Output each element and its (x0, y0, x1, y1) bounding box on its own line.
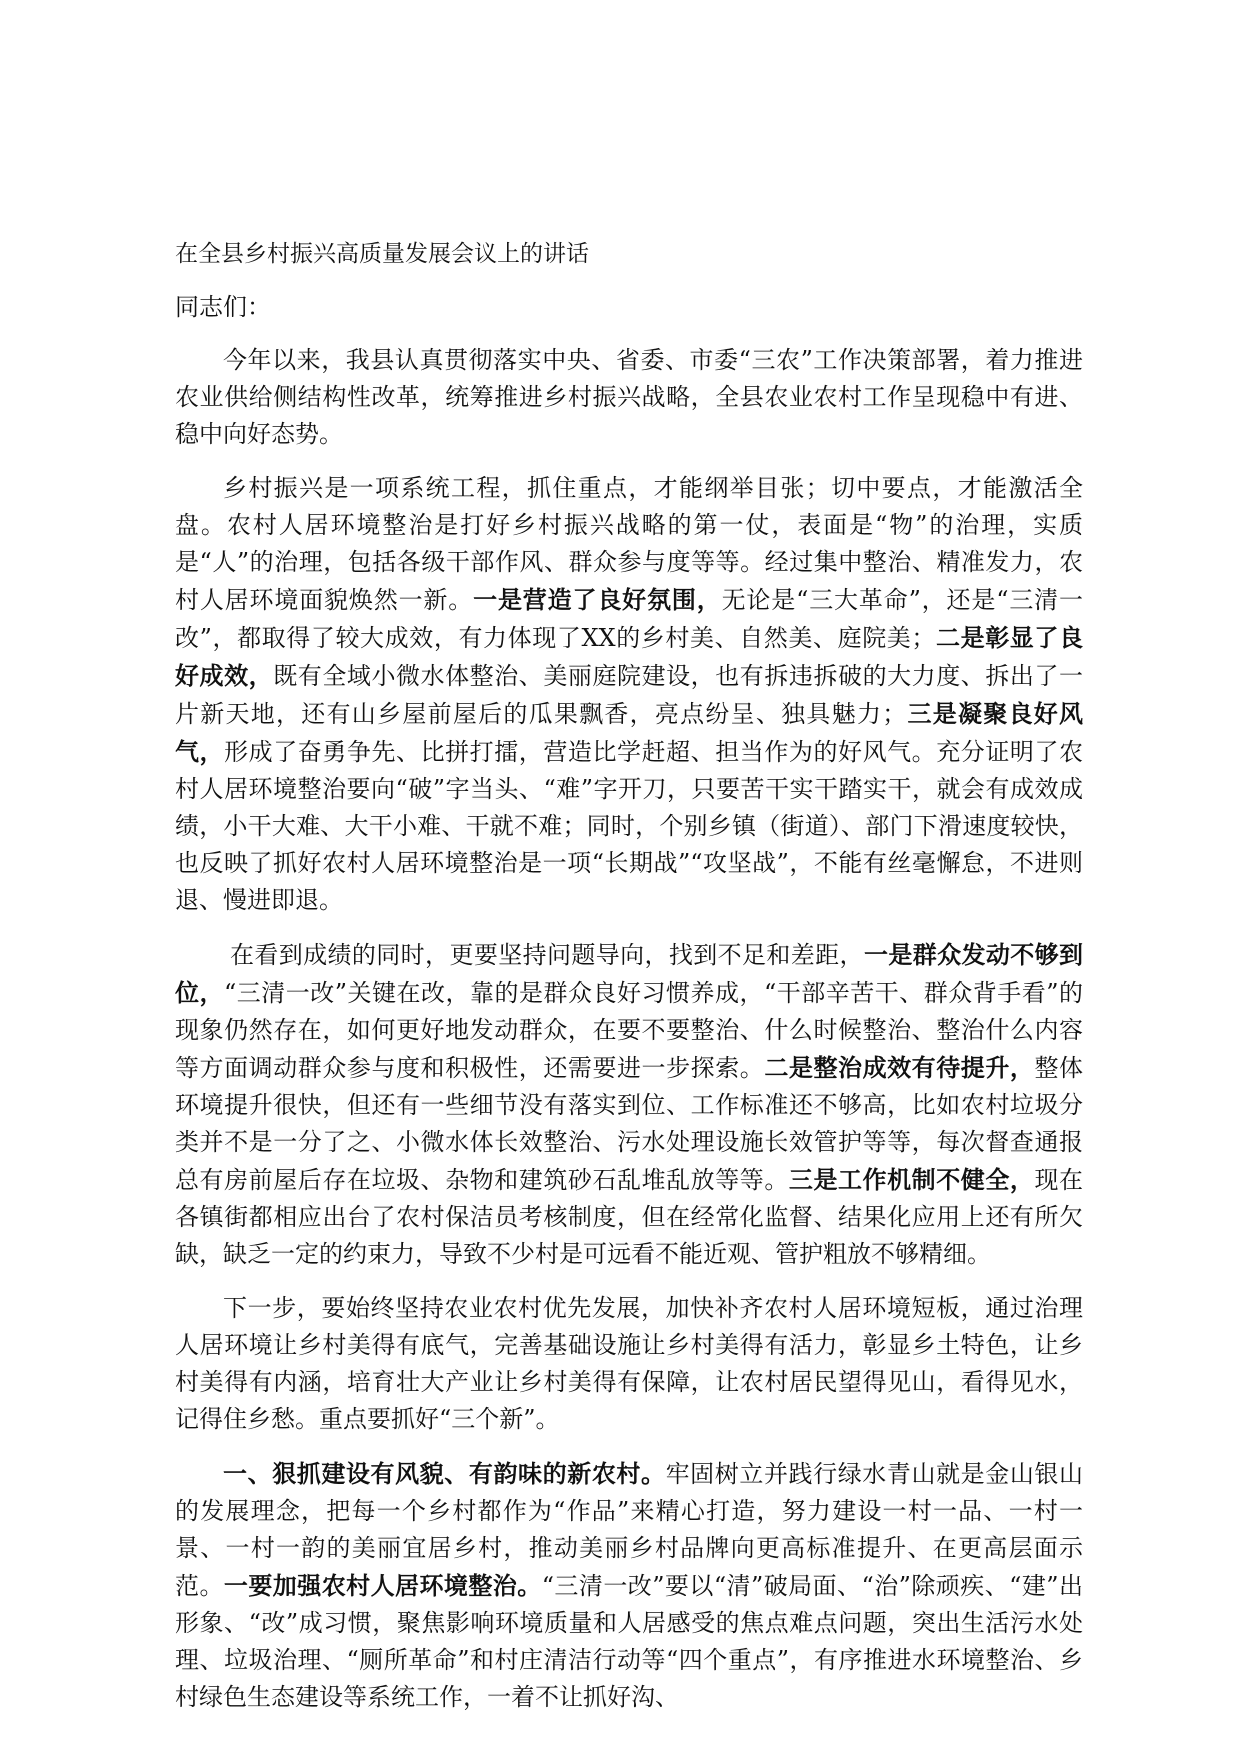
paragraph-text: 在看到成绩的同时，更要坚持问题导向，找到不足和差距， (230, 941, 864, 969)
bold-point-1: 一要加强农村人居环境整治。 (223, 1571, 542, 1600)
document-body (175, 236, 1083, 1733)
bold-point-3: 三是凝聚良好风气， (175, 699, 1084, 766)
section-heading: 一、狠抓建设有风貌、有韵味的新农村。 (223, 1459, 666, 1488)
paragraph-1 (175, 342, 1083, 453)
bold-point-1: 一是营造了良好氛围， (473, 585, 722, 614)
paragraph-text: 整体环境提升很快，但还有一些细节没有落实到位、工作标准还不够高，比如农村垃圾分类并不是一分了之、小微水体长效整治、污水处理设施长效管护等等，每次督查通报总有房前屋后存在垃圾、杂物和建筑砂石乱堆乱放等等。 (175, 1054, 1084, 1194)
paragraph-text: “三清一改”要以“清”破局面、“治”除顽疾、“建”出形象、“改”成习惯，聚焦影响环境质量和人居感受的焦点难点问题，突出生活污水处理、垃圾治理、“厕所革命”和村庄清洁行动等“四个重点”，有序推进水环境整治、乡村绿色生态建设等系统工作，一着不让抓好沟、 (175, 1572, 1084, 1711)
paragraph-text: 无论是“三大革命”，还是“三清一改”，都取得了较大成效，有力体现了XX的乡村美、自然美、庭院美； (175, 586, 1084, 652)
paragraph-text: 今年以来，我县认真贯彻落实中央、省委、市委“三农”工作决策部署，着力推进农业供给侧结构性改革，统筹推进乡村振兴战略，全县农业农村工作呈现稳中有进、稳中向好态势。 (175, 346, 1083, 448)
bold-point-2: 二是整治成效有待提升， (764, 1053, 1035, 1082)
paragraph-2 (175, 470, 1083, 919)
paragraph-text: 牢固树立并践行绿水青山就是金山银山的发展理念，把每一个乡村都作为“作品”来精心打造，努力建设一村一品、一村一景、一村一韵的美丽宜居乡村，推动美丽乡村品牌向更高标准提升、在更高层面示范。 (175, 1460, 1084, 1600)
paragraph-text: 既有全域小微水体整治、美丽庭院建设，也有拆违拆破的大力度、拆出了一片新天地，还有山乡屋前屋后的瓜果飘香，亮点纷呈、独具魅力； (175, 662, 1084, 728)
paragraph-4 (175, 1290, 1083, 1438)
bold-point-1: 一是群众发动不够到位， (175, 940, 1084, 1007)
paragraph-text: 下一步，要始终坚持农业农村优先发展，加快补齐农村人居环境短板，通过治理人居环境让乡村美得有底气，完善基础设施让乡村美得有活力，彰显乡土特色，让乡村美得有内涵，培育壮大产业让乡村美得有保障，让农村居民望得见山，看得见水，记得住乡愁。重点要抓好“三个新”。 (175, 1294, 1083, 1433)
salutation: 同志们： (175, 293, 271, 321)
bold-point-2: 二是彰显了良好成效， (175, 623, 1083, 690)
paragraph-text: 乡村振兴是一项系统工程，抓住重点，才能纲举目张；切中要点，才能激活全盘。农村人居环境整治是打好乡村振兴战略的第一仗，表面是“物”的治理，实质是“人”的治理，包括各级干部作风、群众参与度等等。经过集中整治、精准发力，农村人居环境面貌焕然一新。 (175, 474, 1083, 614)
bold-point-3: 三是工作机制不健全， (788, 1165, 1035, 1194)
document-title: 在全县乡村振兴高质量发展会议上的讲话 (175, 241, 589, 267)
paragraph-text: 形成了奋勇争先、比拼打擂，营造比学赶超、担当作为的好风气。充分证明了农村人居环境整治要向“破”字当头、“难”字开刀，只要苦干实干踏实干，就会有成效成绩，小干大难、大干小难、干就不难；同时，个别乡镇（街道）、部门下滑速度较快，也反映了抓好农村人居环境整治是一项“长期战”“攻坚战”，不能有丝毫懈怠，不进则退、慢进即退。 (175, 738, 1084, 914)
paragraph-3 (175, 936, 1083, 1273)
paragraph-text: “三清一改”关键在改，靠的是群众良好习惯养成，“干部辛苦干、群众背手看”的现象仍然存在，如何更好地发动群众，在要不要整治、什么时候整治、整治什么内容等方面调动群众参与度和积极性，还需要进一步探索。 (175, 979, 1084, 1082)
paragraph-text: 现在各镇街都相应出台了农村保洁员考核制度，但在经常化监督、结果化应用上还有所欠缺，缺乏一定的约束力，导致不少村是可远看不能近观、管护粗放不够精细。 (175, 1166, 1084, 1268)
paragraph-5 (175, 1455, 1083, 1716)
